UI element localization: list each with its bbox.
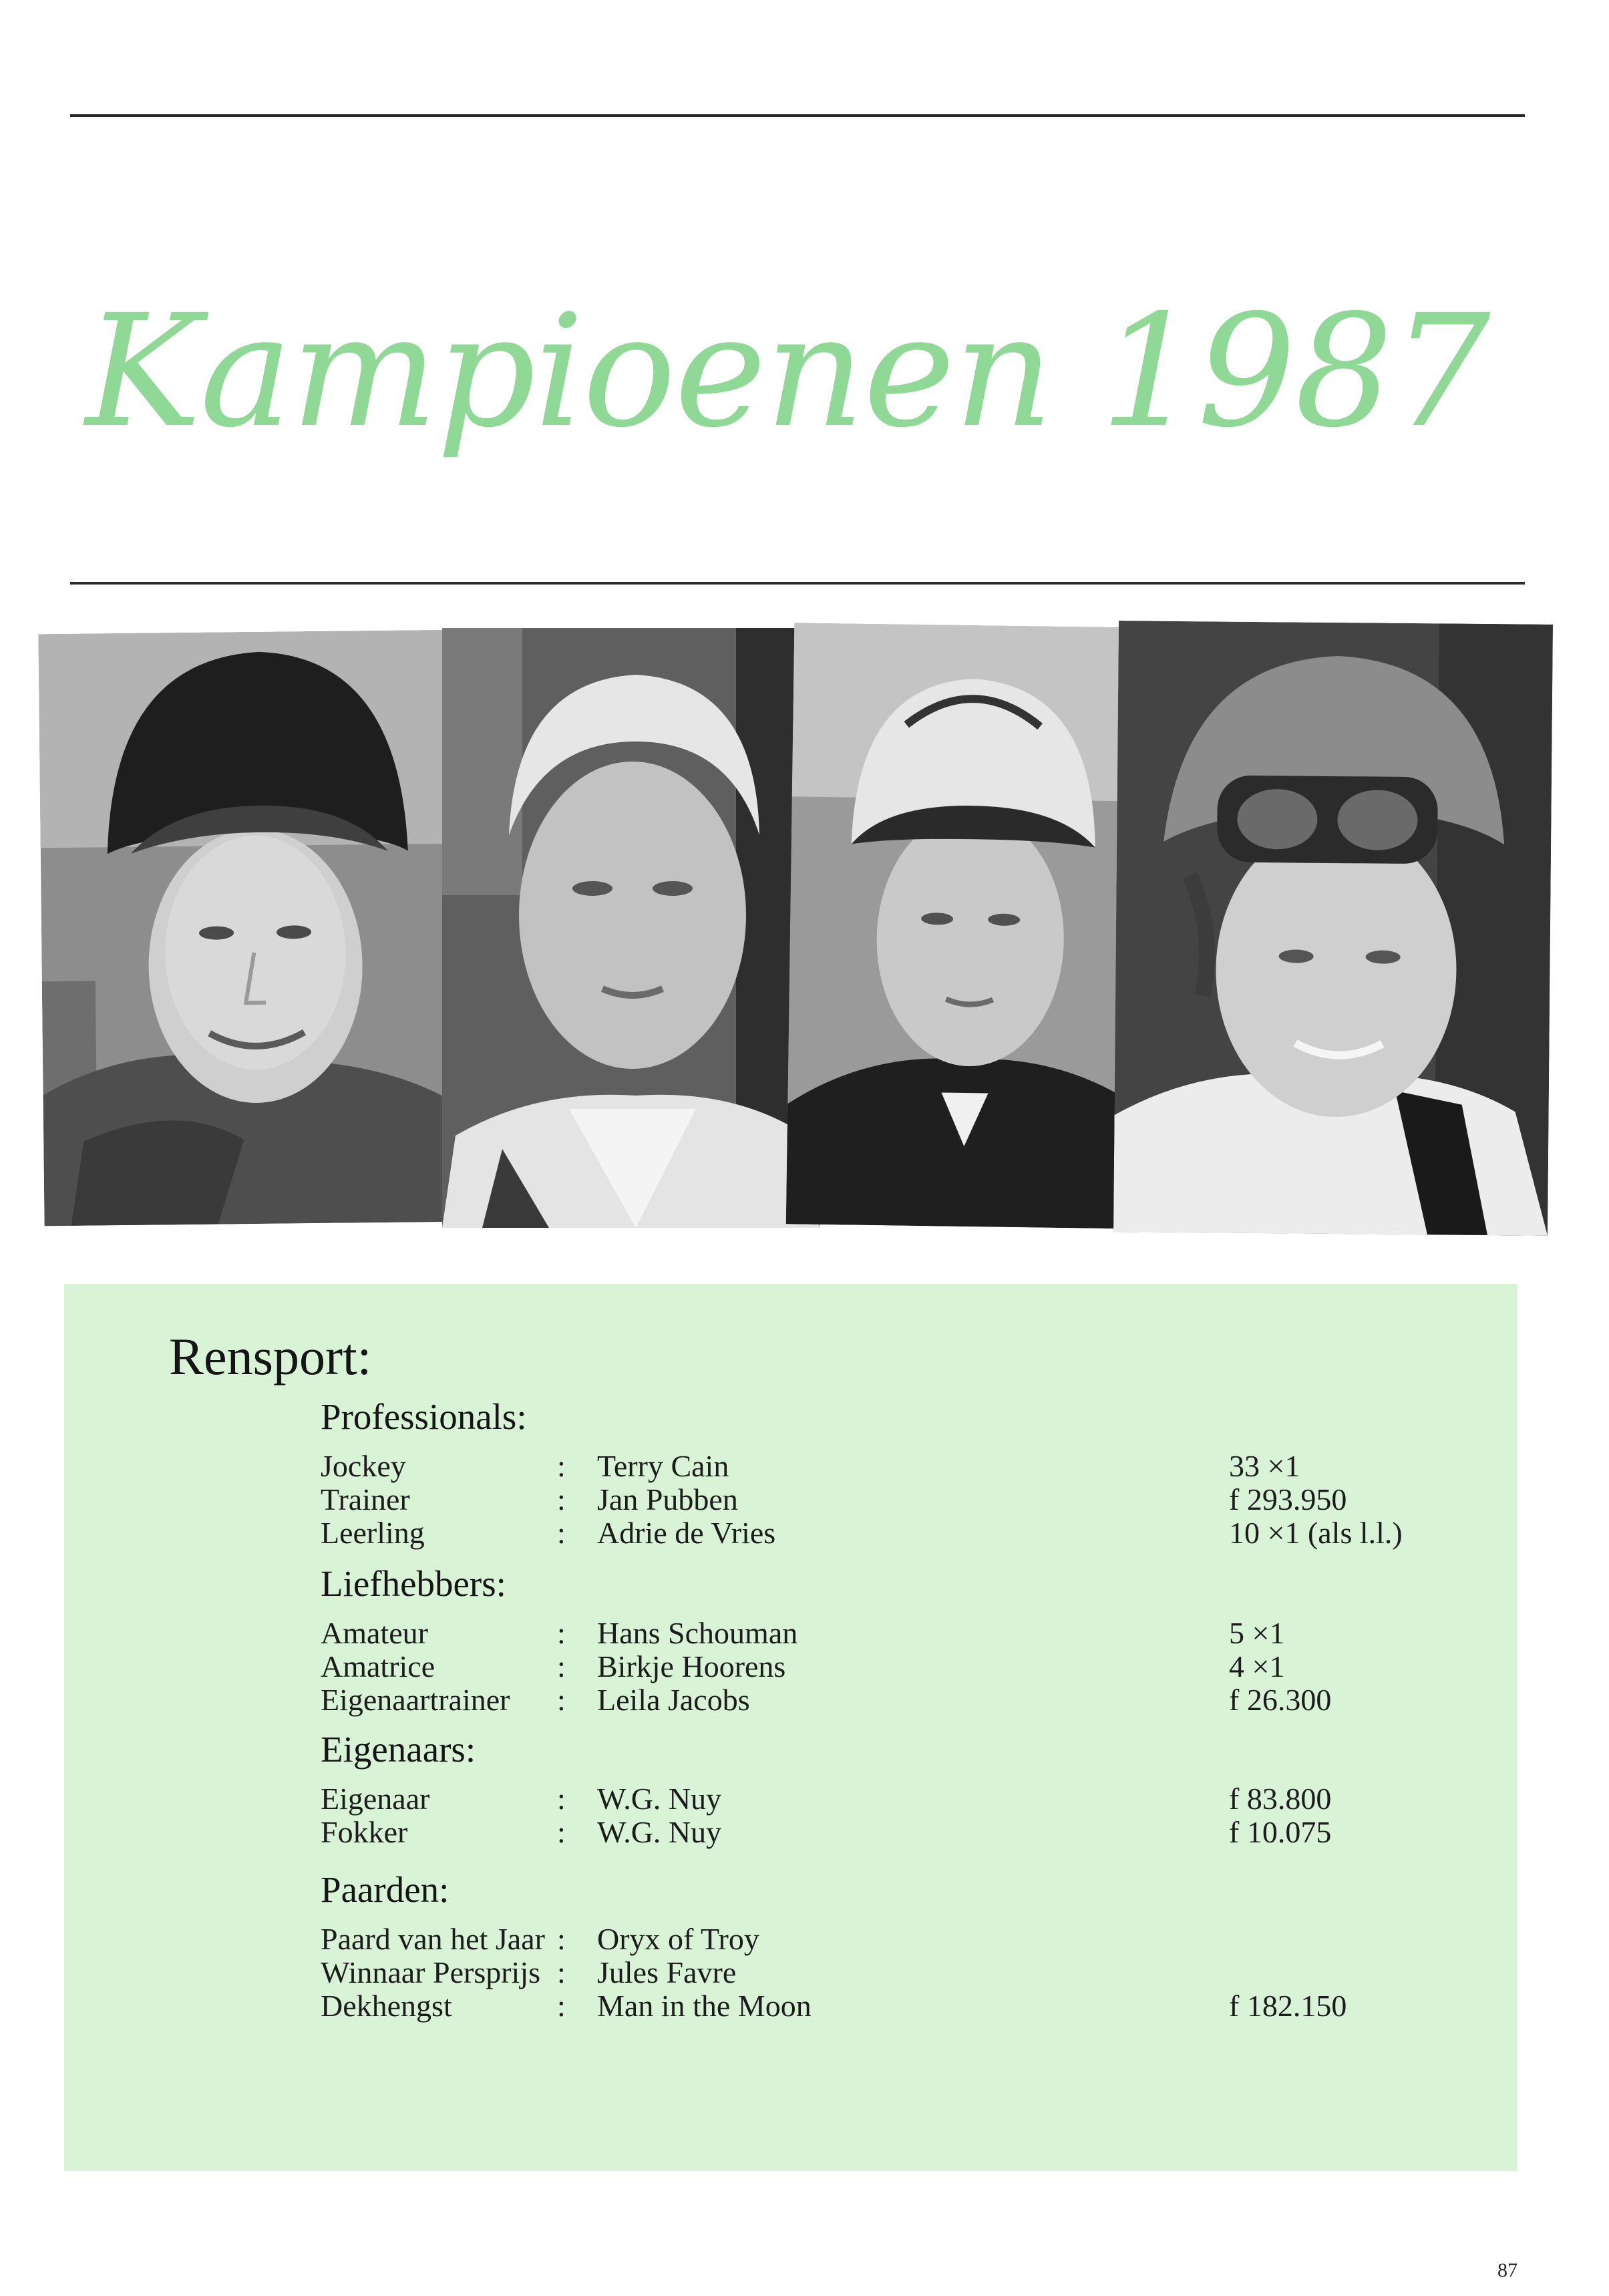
result-value: f 182.150: [1229, 1989, 1347, 2023]
page-title: Kampioenen 1987: [85, 281, 1489, 462]
page-number: 87: [1497, 2259, 1517, 2281]
group-liefhebbers: [321, 1563, 1483, 1717]
group-paarden: [321, 1869, 1483, 2023]
result-value: f 10.075: [1229, 1815, 1332, 1849]
amatrice-photo: [1113, 621, 1553, 1236]
colon: :: [557, 1955, 566, 1989]
result-value: 33 ×1: [1229, 1449, 1300, 1483]
role-label: Fokker: [321, 1815, 408, 1849]
champion-name: Man in the Moon: [597, 1989, 812, 2023]
colon: :: [557, 1683, 566, 1717]
colon: :: [557, 1516, 566, 1550]
list-item: [321, 1450, 1483, 1483]
result-value: f 83.800: [1229, 1782, 1332, 1816]
list-item: [321, 1683, 1483, 1717]
role-label: Jockey: [321, 1449, 406, 1483]
role-label: Leerling: [321, 1516, 425, 1550]
role-label: Dekhengst: [321, 1989, 452, 2023]
group-title: Eigenaars:: [321, 1729, 476, 1770]
colon: :: [557, 1989, 566, 2023]
list-item: [321, 1617, 1483, 1650]
champion-name: Hans Schouman: [597, 1616, 798, 1650]
champion-name: W.G. Nuy: [597, 1782, 722, 1816]
group-eigenaars: [321, 1729, 1483, 1849]
champion-name: Leila Jacobs: [597, 1683, 750, 1717]
list-item: [321, 1650, 1483, 1683]
list-item: [321, 1816, 1483, 1849]
result-value: f 26.300: [1229, 1683, 1332, 1717]
champion-name: Adrie de Vries: [597, 1516, 776, 1550]
champion-name: Jules Favre: [597, 1955, 737, 1989]
trainer-photo: [442, 628, 820, 1228]
colon: :: [557, 1616, 566, 1650]
list-item: [321, 1516, 1483, 1550]
group-title: Paarden:: [321, 1869, 450, 1910]
section-heading: Rensport:: [169, 1327, 372, 1385]
list-item: [321, 1989, 1483, 2023]
group-title: Liefhebbers:: [321, 1563, 506, 1604]
result-value: 10 ×1 (als l.l.): [1229, 1516, 1403, 1550]
champion-name: W.G. Nuy: [597, 1815, 722, 1849]
colon: :: [557, 1922, 566, 1956]
group-title: Professionals:: [321, 1396, 527, 1437]
role-label: Amateur: [321, 1616, 428, 1650]
colon: :: [557, 1449, 566, 1483]
colon: :: [557, 1649, 566, 1683]
role-label: Eigenaar: [321, 1782, 430, 1816]
title-underline-rule: [70, 582, 1525, 585]
group-professionals: [321, 1396, 1483, 1550]
role-label: Paard van het Jaar: [321, 1922, 545, 1956]
jockey-photo: [38, 630, 468, 1226]
role-label: Winnaar Persprijs: [321, 1955, 541, 1989]
result-value: 5 ×1: [1229, 1616, 1285, 1650]
list-item: [321, 1923, 1483, 1956]
champion-name: Birkje Hoorens: [597, 1649, 786, 1683]
list-item: [321, 1956, 1483, 1989]
list-item: [321, 1483, 1483, 1516]
result-value: f 293.950: [1229, 1482, 1347, 1516]
list-item: [321, 1782, 1483, 1816]
champion-name: Jan Pubben: [597, 1482, 738, 1516]
role-label: Amatrice: [321, 1649, 435, 1683]
champion-name: Oryx of Troy: [597, 1922, 759, 1956]
champion-name: Terry Cain: [597, 1449, 729, 1483]
result-value: 4 ×1: [1229, 1649, 1285, 1683]
top-rule: [70, 114, 1525, 117]
champions-panel: [64, 1284, 1517, 2171]
apprentice-jockey-photo: [786, 623, 1149, 1228]
role-label: Eigenaartrainer: [321, 1683, 510, 1717]
colon: :: [557, 1482, 566, 1516]
colon: :: [557, 1815, 566, 1849]
role-label: Trainer: [321, 1482, 410, 1516]
colon: :: [557, 1782, 566, 1816]
